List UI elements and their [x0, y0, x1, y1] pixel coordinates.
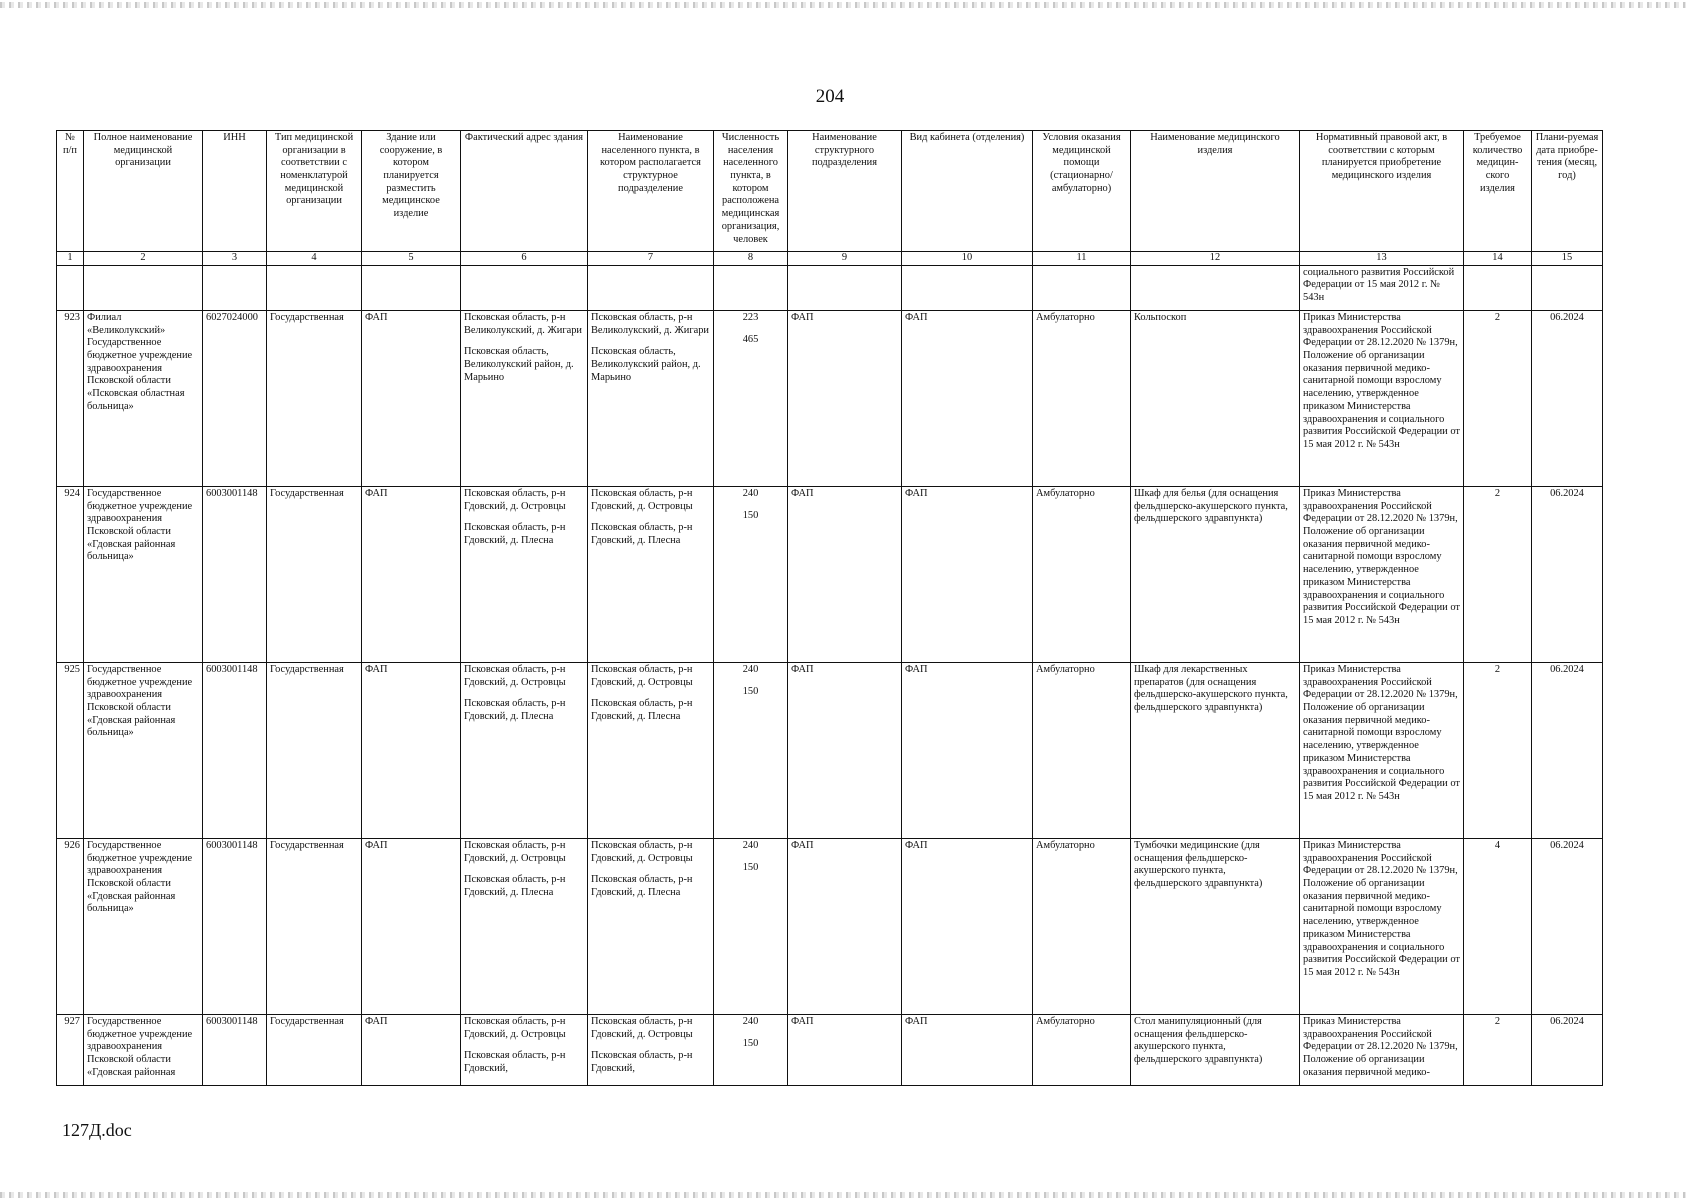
population — [714, 311, 788, 487]
cabinet-type: ФАП — [902, 839, 1033, 1015]
continued-act-text: социального развития Российской Федерации от 15 мая 2012 г. № 543н — [1303, 267, 1455, 303]
page-number: 204 — [815, 86, 845, 107]
row-number: 924 — [57, 487, 84, 663]
actual-address — [461, 1015, 588, 1086]
continued-act — [1300, 266, 1464, 311]
locality-name-line: Псковская область, р-н Гдовский, д. Островцы — [591, 664, 693, 688]
locality-name-line: Псковская область, р-н Гдовский, д. Островцы — [591, 488, 693, 512]
scan-edge-top — [0, 2, 1686, 8]
locality-name-line: Псковская область, р-н Гдовский, д. Плесна — [591, 698, 693, 723]
care-conditions: Амбулаторно — [1033, 839, 1131, 1015]
organization-name: Государственное бюджетное учреждение здравоохранения Псковской области «Гдовская районная больница» — [84, 487, 203, 663]
organization-type: Государственная — [267, 839, 362, 1015]
locality-name — [588, 487, 714, 663]
population — [714, 487, 788, 663]
population-line: 150 — [742, 509, 759, 521]
required-quantity: 2 — [1464, 663, 1532, 839]
column-number: 15 — [1532, 252, 1603, 266]
organization-name: Государственное бюджетное учреждение здравоохранения Псковской области «Гдовская районная больница» — [84, 839, 203, 1015]
organization-type: Государственная — [267, 1015, 362, 1086]
structural-unit: ФАП — [788, 487, 902, 663]
column-number-row — [57, 252, 1603, 266]
structural-unit: ФАП — [788, 839, 902, 1015]
header-act: Нормативный правовой акт, в соответствии с которым планируется приобретение медицинского изделия — [1300, 131, 1464, 252]
population-line: 150 — [742, 1037, 759, 1049]
population-line: 465 — [742, 333, 759, 345]
required-quantity: 4 — [1464, 839, 1532, 1015]
locality-name-line: Псковская область, р-н Гдовский, д. Плесна — [591, 522, 693, 547]
inn: 6003001148 — [203, 487, 267, 663]
legal-act: Приказ Министерства здравоохранения Российской Федерации от 28.12.2020 № 1379н, Положение об организации оказания первичной медико-санитарной помощи взрослому населению, утвержденное приказом Министерства здравоохранения и социального развития Российской Федерации от 15 мая 2012 г. № 543н — [1300, 663, 1464, 839]
medical-device: Шкаф для лекарственных препаратов (для оснащения фельдшерско-акушерского пункта, фельдшерского здравпункта) — [1131, 663, 1300, 839]
structural-unit: ФАП — [788, 311, 902, 487]
inn: 6003001148 — [203, 1015, 267, 1086]
actual-address-line: Псковская область, р-н Гдовский, д. Плесна — [464, 698, 566, 723]
header-org: Полное наименование медицинской организации — [84, 131, 203, 252]
actual-address-line: Псковская область, Великолукский район, д. Марьино — [464, 346, 574, 383]
actual-address — [461, 311, 588, 487]
building: ФАП — [362, 1015, 461, 1086]
legal-act: Приказ Министерства здравоохранения Российской Федерации от 28.12.2020 № 1379н, Положение об организации оказания первичной медико-санитарной помощи взрослому населению, утвержденное приказом Министерства здравоохранения и социального развития Российской Федерации от 15 мая 2012 г. № 543н — [1300, 839, 1464, 1015]
required-quantity: 2 — [1464, 487, 1532, 663]
inn: 6003001148 — [203, 839, 267, 1015]
population-line: 223 — [742, 312, 759, 323]
column-number: 1 — [57, 252, 84, 266]
table-row — [57, 1015, 1603, 1086]
medical-device: Стол манипуляционный (для оснащения фельдшерско-акушерского пункта, фельдшерского здравпункта) — [1131, 1015, 1300, 1086]
planned-date: 06.2024 — [1532, 311, 1603, 487]
building: ФАП — [362, 311, 461, 487]
care-conditions: Амбулаторно — [1033, 663, 1131, 839]
row-number: 927 — [57, 1015, 84, 1086]
inn: 6003001148 — [203, 663, 267, 839]
organization-type: Государственная — [267, 663, 362, 839]
locality-name — [588, 1015, 714, 1086]
cabinet-type: ФАП — [902, 663, 1033, 839]
cabinet-type: ФАП — [902, 487, 1033, 663]
cabinet-type: ФАП — [902, 1015, 1033, 1086]
organization-name: Государственное бюджетное учреждение здравоохранения Псковской области «Гдовская районная больница» — [84, 663, 203, 839]
building: ФАП — [362, 663, 461, 839]
medical-device: Тумбочки медицинские (для оснащения фельдшерско-акушерского пункта, фельдшерского здравпункта) — [1131, 839, 1300, 1015]
column-number: 14 — [1464, 252, 1532, 266]
actual-address-line: Псковская область, р-н Гдовский, д. Островцы — [464, 664, 566, 688]
organization-name: Государственное бюджетное учреждение здравоохранения Псковской области «Гдовская районная — [84, 1015, 203, 1086]
header-quantity: Требуемое количество медицин-ского изделия — [1464, 131, 1532, 252]
column-number: 7 — [588, 252, 714, 266]
header-inn: ИНН — [203, 131, 267, 252]
column-number: 4 — [267, 252, 362, 266]
column-number: 13 — [1300, 252, 1464, 266]
header-building: Здание или сооружение, в котором планируется разместить медицинское изделие — [362, 131, 461, 252]
cabinet-type: ФАП — [902, 311, 1033, 487]
column-number: 10 — [902, 252, 1033, 266]
actual-address-line: Псковская область, р-н Гдовский, — [464, 1050, 566, 1075]
column-number: 12 — [1131, 252, 1300, 266]
column-number: 3 — [203, 252, 267, 266]
population-line: 150 — [742, 685, 759, 697]
population-line: 150 — [742, 861, 759, 873]
population-line: 240 — [742, 840, 759, 851]
actual-address — [461, 839, 588, 1015]
locality-name — [588, 839, 714, 1015]
row-number: 926 — [57, 839, 84, 1015]
planned-date: 06.2024 — [1532, 1015, 1603, 1086]
population — [714, 1015, 788, 1086]
population — [714, 839, 788, 1015]
locality-name-line: Псковская область, р-н Гдовский, д. Плесна — [591, 874, 693, 899]
actual-address-line: Псковская область, р-н Гдовский, д. Островцы — [464, 488, 566, 512]
locality-name-line: Псковская область, р-н Великолукский, д. Жигари — [591, 312, 709, 336]
continuation-row — [57, 266, 1603, 311]
population — [714, 663, 788, 839]
legal-act: Приказ Министерства здравоохранения Российской Федерации от 28.12.2020 № 1379н, Положение об организации оказания первичной медико- — [1300, 1015, 1464, 1086]
actual-address-line: Псковская область, р-н Гдовский, д. Плесна — [464, 522, 566, 547]
legal-act: Приказ Министерства здравоохранения Российской Федерации от 28.12.2020 № 1379н, Положение об организации оказания первичной медико-санитарной помощи взрослому населению, утвержденное приказом Министерства здравоохранения и социального развития Российской Федерации от 15 мая 2012 г. № 543н — [1300, 311, 1464, 487]
equipment-table — [56, 130, 1603, 1086]
actual-address — [461, 487, 588, 663]
table-row — [57, 311, 1603, 487]
planned-date: 06.2024 — [1532, 663, 1603, 839]
header-num: № п/п — [57, 131, 84, 252]
column-number: 9 — [788, 252, 902, 266]
organization-type: Государственная — [267, 311, 362, 487]
header-type: Тип медицинской организации в соответствии с номенклатурой медицинской организации — [267, 131, 362, 252]
medical-device: Шкаф для белья (для оснащения фельдшерско-акушерского пункта, фельдшерского здравпункта) — [1131, 487, 1300, 663]
table-row — [57, 839, 1603, 1015]
planned-date: 06.2024 — [1532, 487, 1603, 663]
legal-act: Приказ Министерства здравоохранения Российской Федерации от 28.12.2020 № 1379н, Положение об организации оказания первичной медико-санитарной помощи взрослому населению, утвержденное приказом Министерства здравоохранения и социального развития Российской Федерации от 15 мая 2012 г. № 543н — [1300, 487, 1464, 663]
row-number: 925 — [57, 663, 84, 839]
column-number: 5 — [362, 252, 461, 266]
column-number: 8 — [714, 252, 788, 266]
actual-address-line: Псковская область, р-н Гдовский, д. Островцы — [464, 1016, 566, 1040]
building: ФАП — [362, 487, 461, 663]
structural-unit: ФАП — [788, 1015, 902, 1086]
care-conditions: Амбулаторно — [1033, 487, 1131, 663]
required-quantity: 2 — [1464, 311, 1532, 487]
header-locality: Наименование населенного пункта, в котором располагается структурное подразделение — [588, 131, 714, 252]
table-row — [57, 663, 1603, 839]
column-number: 6 — [461, 252, 588, 266]
building: ФАП — [362, 839, 461, 1015]
table-row — [57, 487, 1603, 663]
footer-filename: 127Д.doc — [62, 1120, 132, 1140]
required-quantity: 2 — [1464, 1015, 1532, 1086]
header-conditions: Условия оказания медицинской помощи (стационарно/ амбулаторно) — [1033, 131, 1131, 252]
header-date: Плани-руемая дата приобре-тения (месяц, год) — [1532, 131, 1603, 252]
population-line: 240 — [742, 664, 759, 675]
header-address: Фактический адрес здания — [461, 131, 588, 252]
actual-address-line: Псковская область, р-н Гдовский, д. Плесна — [464, 874, 566, 899]
population-line: 240 — [742, 1016, 759, 1027]
structural-unit: ФАП — [788, 663, 902, 839]
organization-name: Филиал «Великолукский» Государственное бюджетное учреждение здравоохранения Псковской области «Псковская областная больница» — [84, 311, 203, 487]
inn: 6027024000 — [203, 311, 267, 487]
column-number: 2 — [84, 252, 203, 266]
column-number: 11 — [1033, 252, 1131, 266]
locality-name-line: Псковская область, Великолукский район, д. Марьино — [591, 346, 701, 383]
actual-address-line: Псковская область, р-н Великолукский, д. Жигари — [464, 312, 582, 336]
locality-name-line: Псковская область, р-н Гдовский, — [591, 1050, 693, 1075]
care-conditions: Амбулаторно — [1033, 1015, 1131, 1086]
locality-name — [588, 663, 714, 839]
scan-edge-bottom — [0, 1192, 1686, 1198]
medical-device: Кольпоскоп — [1131, 311, 1300, 487]
row-number: 923 — [57, 311, 84, 487]
actual-address — [461, 663, 588, 839]
planned-date: 06.2024 — [1532, 839, 1603, 1015]
care-conditions: Амбулаторно — [1033, 311, 1131, 487]
locality-name — [588, 311, 714, 487]
locality-name-line: Псковская область, р-н Гдовский, д. Островцы — [591, 1016, 693, 1040]
locality-name-line: Псковская область, р-н Гдовский, д. Островцы — [591, 840, 693, 864]
population-line: 240 — [742, 488, 759, 499]
header-cabinet: Вид кабинета (отделения) — [902, 131, 1033, 252]
organization-type: Государственная — [267, 487, 362, 663]
header-unit: Наименование структурного подразделения — [788, 131, 902, 252]
header-population: Численность населения населенного пункта, в котором расположена медицинская организация, человек — [714, 131, 788, 252]
header-device: Наименование медицинского изделия — [1131, 131, 1300, 252]
actual-address-line: Псковская область, р-н Гдовский, д. Островцы — [464, 840, 566, 864]
header-row — [57, 131, 1603, 252]
